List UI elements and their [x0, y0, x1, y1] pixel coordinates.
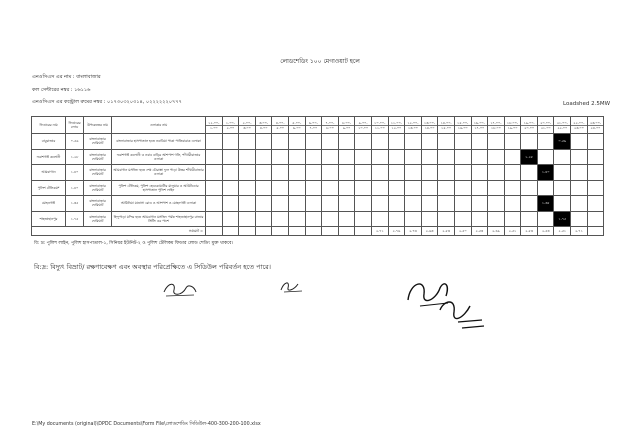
slot-cell [206, 134, 223, 150]
header-slot [554, 117, 571, 134]
slot-start: ১৮.০০- [505, 121, 521, 126]
total-cell [239, 227, 256, 236]
slot-cell [239, 180, 256, 196]
total-cell [222, 227, 239, 236]
slot-cell [355, 149, 372, 165]
header-slot [288, 117, 305, 134]
header-slot [338, 117, 355, 134]
slot-cell [438, 211, 455, 227]
header-slot [206, 117, 223, 134]
slot-cell [587, 165, 604, 181]
cell-load: ১.৩৫ [66, 196, 84, 212]
slot-end: ২২.০০ [557, 125, 568, 130]
slot-end: ১০.০০ [358, 125, 369, 130]
total-cell [322, 227, 339, 236]
slot-cell [371, 149, 388, 165]
slot-cell [222, 211, 239, 227]
slot-cell [405, 211, 422, 227]
slot-cell [454, 196, 471, 212]
slot-end: ২০.০০ [524, 125, 535, 130]
slot-cell [288, 134, 305, 150]
cell-load: ১.৪০ [66, 180, 84, 196]
slot-cell [521, 211, 538, 227]
header-slot [521, 117, 538, 134]
shed-slot-cell: ১.৪০ [537, 165, 554, 181]
slot-cell [371, 165, 388, 181]
slot-cell [206, 165, 223, 181]
slot-cell [338, 165, 355, 181]
slot-end: ২১.০০ [540, 125, 551, 130]
slot-cell [571, 211, 588, 227]
total-cell: ২.৭১ [571, 227, 588, 236]
slot-cell [255, 165, 272, 181]
slot-cell [438, 165, 455, 181]
slot-cell [488, 165, 505, 181]
exemption-note: বি: দ্র: পুলিশ লাইন, পুলিশ হাসপাতাল-১, সিনিয়র ইউনিট-২ ও পুলিশ টেলিকম ফিডার লোড শেডিং মুক্ত থাকবে। [34, 241, 234, 246]
total-cell [255, 227, 272, 236]
slot-end: ২.০০ [226, 125, 235, 130]
slot-cell [521, 196, 538, 212]
header-slot [504, 117, 521, 134]
slot-cell [288, 149, 305, 165]
slot-cell [272, 180, 289, 196]
slot-cell [405, 196, 422, 212]
slot-cell [206, 211, 223, 227]
slot-cell [405, 180, 422, 196]
slot-cell [521, 165, 538, 181]
header-slot [305, 117, 322, 134]
slot-cell [338, 211, 355, 227]
total-cell: ২.৪৯ [488, 227, 505, 236]
slot-cell [288, 165, 305, 181]
slot-cell [288, 211, 305, 227]
cell-feeder: ফরাশগঞ্জ কলোনী [32, 149, 66, 165]
total-cell: ২.৫৩ [537, 227, 554, 236]
slot-cell [272, 211, 289, 227]
total-label: সর্বমোট = [32, 227, 206, 236]
slot-cell [288, 180, 305, 196]
cell-load: ১.২৮ [66, 149, 84, 165]
slot-cell [421, 211, 438, 227]
total-cell [355, 227, 372, 236]
cell-feeder: মোহনগঞ্জ [32, 196, 66, 212]
slot-cell [438, 180, 455, 196]
slot-cell [421, 165, 438, 181]
table-row [32, 149, 604, 165]
slot-cell [222, 149, 239, 165]
slot-cell [504, 196, 521, 212]
slot-cell [355, 134, 372, 150]
header-slot [454, 117, 471, 134]
call-center-line: কল সেন্টারের নম্বর : ১৬১১৬ [32, 87, 91, 93]
slot-cell [405, 165, 422, 181]
header-slot [438, 117, 455, 134]
slot-cell [371, 180, 388, 196]
slot-cell [305, 165, 322, 181]
control-room-line: এনওসিএস এর কন্ট্রোল রুমের নম্বর : ০১৭৩০৩২০৩১৪, ০২২২২২২০৭৭৭ [32, 99, 182, 105]
slot-cell [239, 149, 256, 165]
table-row [32, 180, 604, 196]
table-row [32, 165, 604, 181]
cell-area: ফরাশগঞ্জ কলোনী ও নবাব বাড়ির আশপাশ গলি, শাঁখারীবাজার এলাকা [112, 149, 206, 165]
slot-cell [305, 211, 322, 227]
slot-cell [405, 149, 422, 165]
slot-cell [488, 134, 505, 150]
slot-cell [388, 134, 405, 150]
header-slot [255, 117, 272, 134]
header-feeder: ফিডারের নাম [32, 117, 66, 134]
file-path-footer: E:\My documents (original)\DPDC Documents\Form File\লোডশেডিং সিডিউল-400-300-200-100.xlsx [32, 422, 261, 427]
slot-start: ১৬.০০- [472, 121, 488, 126]
slot-cell [571, 134, 588, 150]
slot-start: ৮.০০- [339, 121, 355, 126]
total-cell: ২.৬৩ [421, 227, 438, 236]
slot-cell [222, 134, 239, 150]
slot-end: ৪.০০ [259, 125, 268, 130]
cell-feeder: আমবাগান [32, 165, 66, 181]
header-slot [371, 117, 388, 134]
slot-start: ১২.০০- [206, 121, 222, 126]
slot-cell [571, 180, 588, 196]
slot-cell [272, 165, 289, 181]
slot-start: ১৪.০০- [438, 121, 454, 126]
header-slot [322, 117, 339, 134]
slot-end: ৫.০০ [276, 125, 285, 130]
slot-end: ৮.০০ [326, 125, 334, 130]
slot-cell [454, 134, 471, 150]
cell-substation: বাংলাবাজার ফেরিঘাট [84, 165, 112, 181]
slot-cell [388, 180, 405, 196]
slot-cell [504, 149, 521, 165]
cell-feeder: শাহজাহানপুর [32, 211, 66, 227]
cell-substation: বাংলাবাজার ফেরিঘাট [84, 134, 112, 150]
cell-substation: বাংলাবাজার ফেরিঘাট [84, 149, 112, 165]
header-substation: উপকেন্দ্রের নাম [84, 117, 112, 134]
slot-cell [454, 149, 471, 165]
slot-cell [454, 165, 471, 181]
slot-cell [355, 180, 372, 196]
slot-cell [405, 134, 422, 150]
table-header-row [32, 117, 604, 134]
slot-cell [421, 180, 438, 196]
nocs-name-line: এনওসিএস এর নাম : বাংলাবাজার [32, 74, 101, 80]
table-row [32, 134, 604, 150]
shed-slot-cell: ১.৩৫ [537, 196, 554, 212]
slot-cell [272, 149, 289, 165]
slot-cell [488, 196, 505, 212]
slot-cell [537, 180, 554, 196]
slot-cell [322, 149, 339, 165]
slot-end: ১৭.০০ [474, 125, 485, 130]
slot-start: ২০.০০- [538, 121, 554, 126]
shed-slot-cell: ১.৭৫ [554, 211, 571, 227]
slot-cell [388, 165, 405, 181]
header-slot [587, 117, 604, 134]
slot-cell [488, 180, 505, 196]
slot-cell [322, 134, 339, 150]
slot-end: ১৪.০০ [424, 125, 435, 130]
slot-cell [504, 180, 521, 196]
slot-start: ৯.০০- [355, 121, 371, 126]
slot-cell [554, 196, 571, 212]
document-title: লোডশেডিং ১০০ মেগাওয়াট হলে [280, 58, 360, 65]
slot-cell [239, 165, 256, 181]
slot-cell [587, 180, 604, 196]
slot-cell [272, 134, 289, 150]
cell-load: ১.৭৫ [66, 211, 84, 227]
slot-cell [239, 134, 256, 150]
slot-end: ৬.০০ [292, 125, 301, 130]
slot-cell [587, 149, 604, 165]
slot-cell [371, 196, 388, 212]
total-cell [288, 227, 305, 236]
slot-start: ৬.০০- [306, 121, 322, 126]
slot-cell [454, 211, 471, 227]
slot-cell [338, 196, 355, 212]
slot-cell [255, 180, 272, 196]
header-area: এলাকার নাম [112, 117, 206, 134]
slot-cell [322, 180, 339, 196]
total-cell [206, 227, 223, 236]
cell-area: আমবাগান মসজিদ হতে শেষ চৌরাস্তা ফুল পাড়া উত্তর শাঁখারীবাজার এলাকা [112, 165, 206, 181]
header-slot [571, 117, 588, 134]
slot-cell [554, 180, 571, 196]
slot-cell [239, 211, 256, 227]
total-cell: ২.৭৩ [405, 227, 422, 236]
slot-cell [521, 134, 538, 150]
table-row [32, 196, 604, 212]
slot-cell [338, 149, 355, 165]
slot-start: ৫.০০- [289, 121, 305, 126]
header-slot [355, 117, 372, 134]
slot-cell [438, 149, 455, 165]
slot-cell [322, 211, 339, 227]
loadshed-label: Loadshed 2.5MW [563, 101, 611, 107]
slot-cell [504, 165, 521, 181]
signature-1 [160, 278, 200, 302]
slot-end: ২৪.০০ [590, 125, 601, 130]
header-slot [272, 117, 289, 134]
cell-area: হিন্দুপাড়া মন্দির হতে আমবাগান মসজিদ পর্যন্ত শাহজাহানপুর বাজার সিটিং এর পাশে [112, 211, 206, 227]
slot-cell [471, 196, 488, 212]
total-cell: ২.৫৩ [438, 227, 455, 236]
slot-end: ৯.০০ [342, 125, 351, 130]
signature-2 [278, 276, 306, 296]
slot-cell [471, 134, 488, 150]
slot-cell [255, 196, 272, 212]
slot-end: ১.০০ [209, 125, 218, 130]
cell-substation: বাংলাবাজার ফেরিঘাট [84, 196, 112, 212]
slot-cell [288, 196, 305, 212]
slot-cell [255, 149, 272, 165]
slot-cell [587, 211, 604, 227]
shed-slot-cell: ১.২৮ [521, 149, 538, 165]
slot-cell [255, 211, 272, 227]
slot-cell [388, 149, 405, 165]
total-cell: ২.৫১ [554, 227, 571, 236]
total-cell: ২.৭৬ [388, 227, 405, 236]
slot-start: ২২.০০- [571, 121, 587, 126]
slot-cell [504, 211, 521, 227]
slot-cell [355, 196, 372, 212]
slot-start: ২১.০০- [554, 121, 570, 126]
slot-start: ১৩.০০- [422, 121, 438, 126]
slot-cell [488, 211, 505, 227]
slot-end: ১২.০০ [391, 125, 402, 130]
slot-end: ১৯.০০ [507, 125, 518, 130]
slot-start: ১০.০০- [372, 121, 388, 126]
slot-cell [587, 196, 604, 212]
slot-cell [272, 196, 289, 212]
total-cell [272, 227, 289, 236]
slot-end: ১১.০০ [374, 125, 385, 130]
slot-cell [504, 134, 521, 150]
slot-start: ১৭.০০- [488, 121, 504, 126]
slot-end: ৭.০০ [309, 125, 318, 130]
cell-load: ০.৫৬ [66, 134, 84, 150]
slot-cell [537, 149, 554, 165]
total-cell: ২.৫১ [504, 227, 521, 236]
slot-cell [571, 165, 588, 181]
slot-cell [454, 180, 471, 196]
table-body [32, 134, 604, 236]
slot-cell [571, 196, 588, 212]
total-cell: ২.৫৩ [521, 227, 538, 236]
slot-cell [421, 196, 438, 212]
slot-start: ৭.০০- [322, 121, 338, 126]
slot-cell [537, 211, 554, 227]
slot-end: ১৮.০০ [490, 125, 501, 130]
slot-start: ১৫.০০- [455, 121, 471, 126]
slot-cell [255, 134, 272, 150]
slot-cell [338, 134, 355, 150]
slot-cell [471, 149, 488, 165]
cell-substation: বাংলাবাজার ফেরিঘাট [84, 180, 112, 196]
total-cell: ২.৫৩ [471, 227, 488, 236]
slot-cell [388, 211, 405, 227]
total-cell [338, 227, 355, 236]
slot-start: ১১.০০- [389, 121, 405, 126]
slot-cell [206, 180, 223, 196]
cell-area: পুলিশ টেলিকম, পুলিশ হেডকোয়ার্টার মালুয়ার ও আউটডোর হাসপাতাল পুলিশ লাইন [112, 180, 206, 196]
slot-end: ১৬.০০ [457, 125, 468, 130]
slot-cell [338, 180, 355, 196]
header-slot [222, 117, 239, 134]
slot-start: ৪.০০- [272, 121, 288, 126]
header-slot [488, 117, 505, 134]
slot-cell [305, 196, 322, 212]
slot-end: ১৫.০০ [441, 125, 452, 130]
total-cell [587, 227, 604, 236]
slot-start: ১৯.০০- [521, 121, 537, 126]
slot-cell [421, 149, 438, 165]
slot-start: ১২.০০- [405, 121, 421, 126]
cell-substation: বাংলাবাজার ফেরিঘাট [84, 211, 112, 227]
cell-load: ১.৪০ [66, 165, 84, 181]
slot-start: ৩.০০- [256, 121, 272, 126]
slot-cell [554, 149, 571, 165]
slot-cell [305, 134, 322, 150]
slot-cell [305, 149, 322, 165]
slot-cell [537, 134, 554, 150]
slot-cell [554, 165, 571, 181]
slot-end: ১৩.০০ [407, 125, 418, 130]
total-cell: ২.৭১ [371, 227, 388, 236]
slot-cell [222, 196, 239, 212]
slot-start: ১.০০- [223, 121, 239, 126]
slot-cell [206, 196, 223, 212]
header-load: ফিডারের লোড [66, 117, 84, 134]
cell-area: আমিনিয়া মাদ্রাসা রোড ও আশপাশ ও মোহনগঞ্জ এলাকা [112, 196, 206, 212]
slot-cell [438, 134, 455, 150]
slot-cell [388, 196, 405, 212]
slot-cell [222, 180, 239, 196]
slot-cell [521, 180, 538, 196]
slot-cell [239, 196, 256, 212]
slot-cell [322, 196, 339, 212]
slot-cell [305, 180, 322, 196]
slot-start: ২.০০- [239, 121, 255, 126]
slot-cell [471, 180, 488, 196]
slot-start: ২৩.০০- [588, 121, 604, 126]
slot-cell [488, 149, 505, 165]
loadshedding-schedule-table [31, 116, 604, 236]
slot-cell [421, 134, 438, 150]
slot-cell [355, 211, 372, 227]
slot-cell [371, 134, 388, 150]
cell-feeder: বাবুবাজার [32, 134, 66, 150]
slot-end: ৩.০০ [243, 125, 251, 130]
slot-cell [438, 196, 455, 212]
total-row [32, 227, 604, 236]
slot-end: ২৩.০০ [573, 125, 584, 130]
cell-area: বাংলাবাজার হাসপাতাল হতে নবাবিয়া পাকা পাতিবারাক এলাকা [112, 134, 206, 150]
slot-cell [206, 149, 223, 165]
slot-cell [222, 165, 239, 181]
slot-cell [571, 149, 588, 165]
signature-3 [400, 270, 490, 340]
header-slot [239, 117, 256, 134]
slot-cell [371, 211, 388, 227]
total-cell [305, 227, 322, 236]
slot-cell [587, 134, 604, 150]
slot-cell [322, 165, 339, 181]
shed-slot-cell: ০.৫৬ [554, 134, 571, 150]
header-slot [471, 117, 488, 134]
slot-cell [471, 211, 488, 227]
slot-cell [471, 165, 488, 181]
header-slot [405, 117, 422, 134]
header-slot [388, 117, 405, 134]
header-slot [537, 117, 554, 134]
table-row [32, 211, 604, 227]
header-slot [421, 117, 438, 134]
slot-cell [355, 165, 372, 181]
total-cell: ২.৫০ [454, 227, 471, 236]
cell-feeder: পুলিশ টেলিকম* [32, 180, 66, 196]
schedule-change-note: বি:দ্র: বিদ্যুৎ বিভ্রাট/ রক্ষণাবেক্ষণ এবং অবস্থার পরিপ্রেক্ষিতে এ সিডিউল পরিবর্তন হতে পারে। [34, 263, 271, 271]
